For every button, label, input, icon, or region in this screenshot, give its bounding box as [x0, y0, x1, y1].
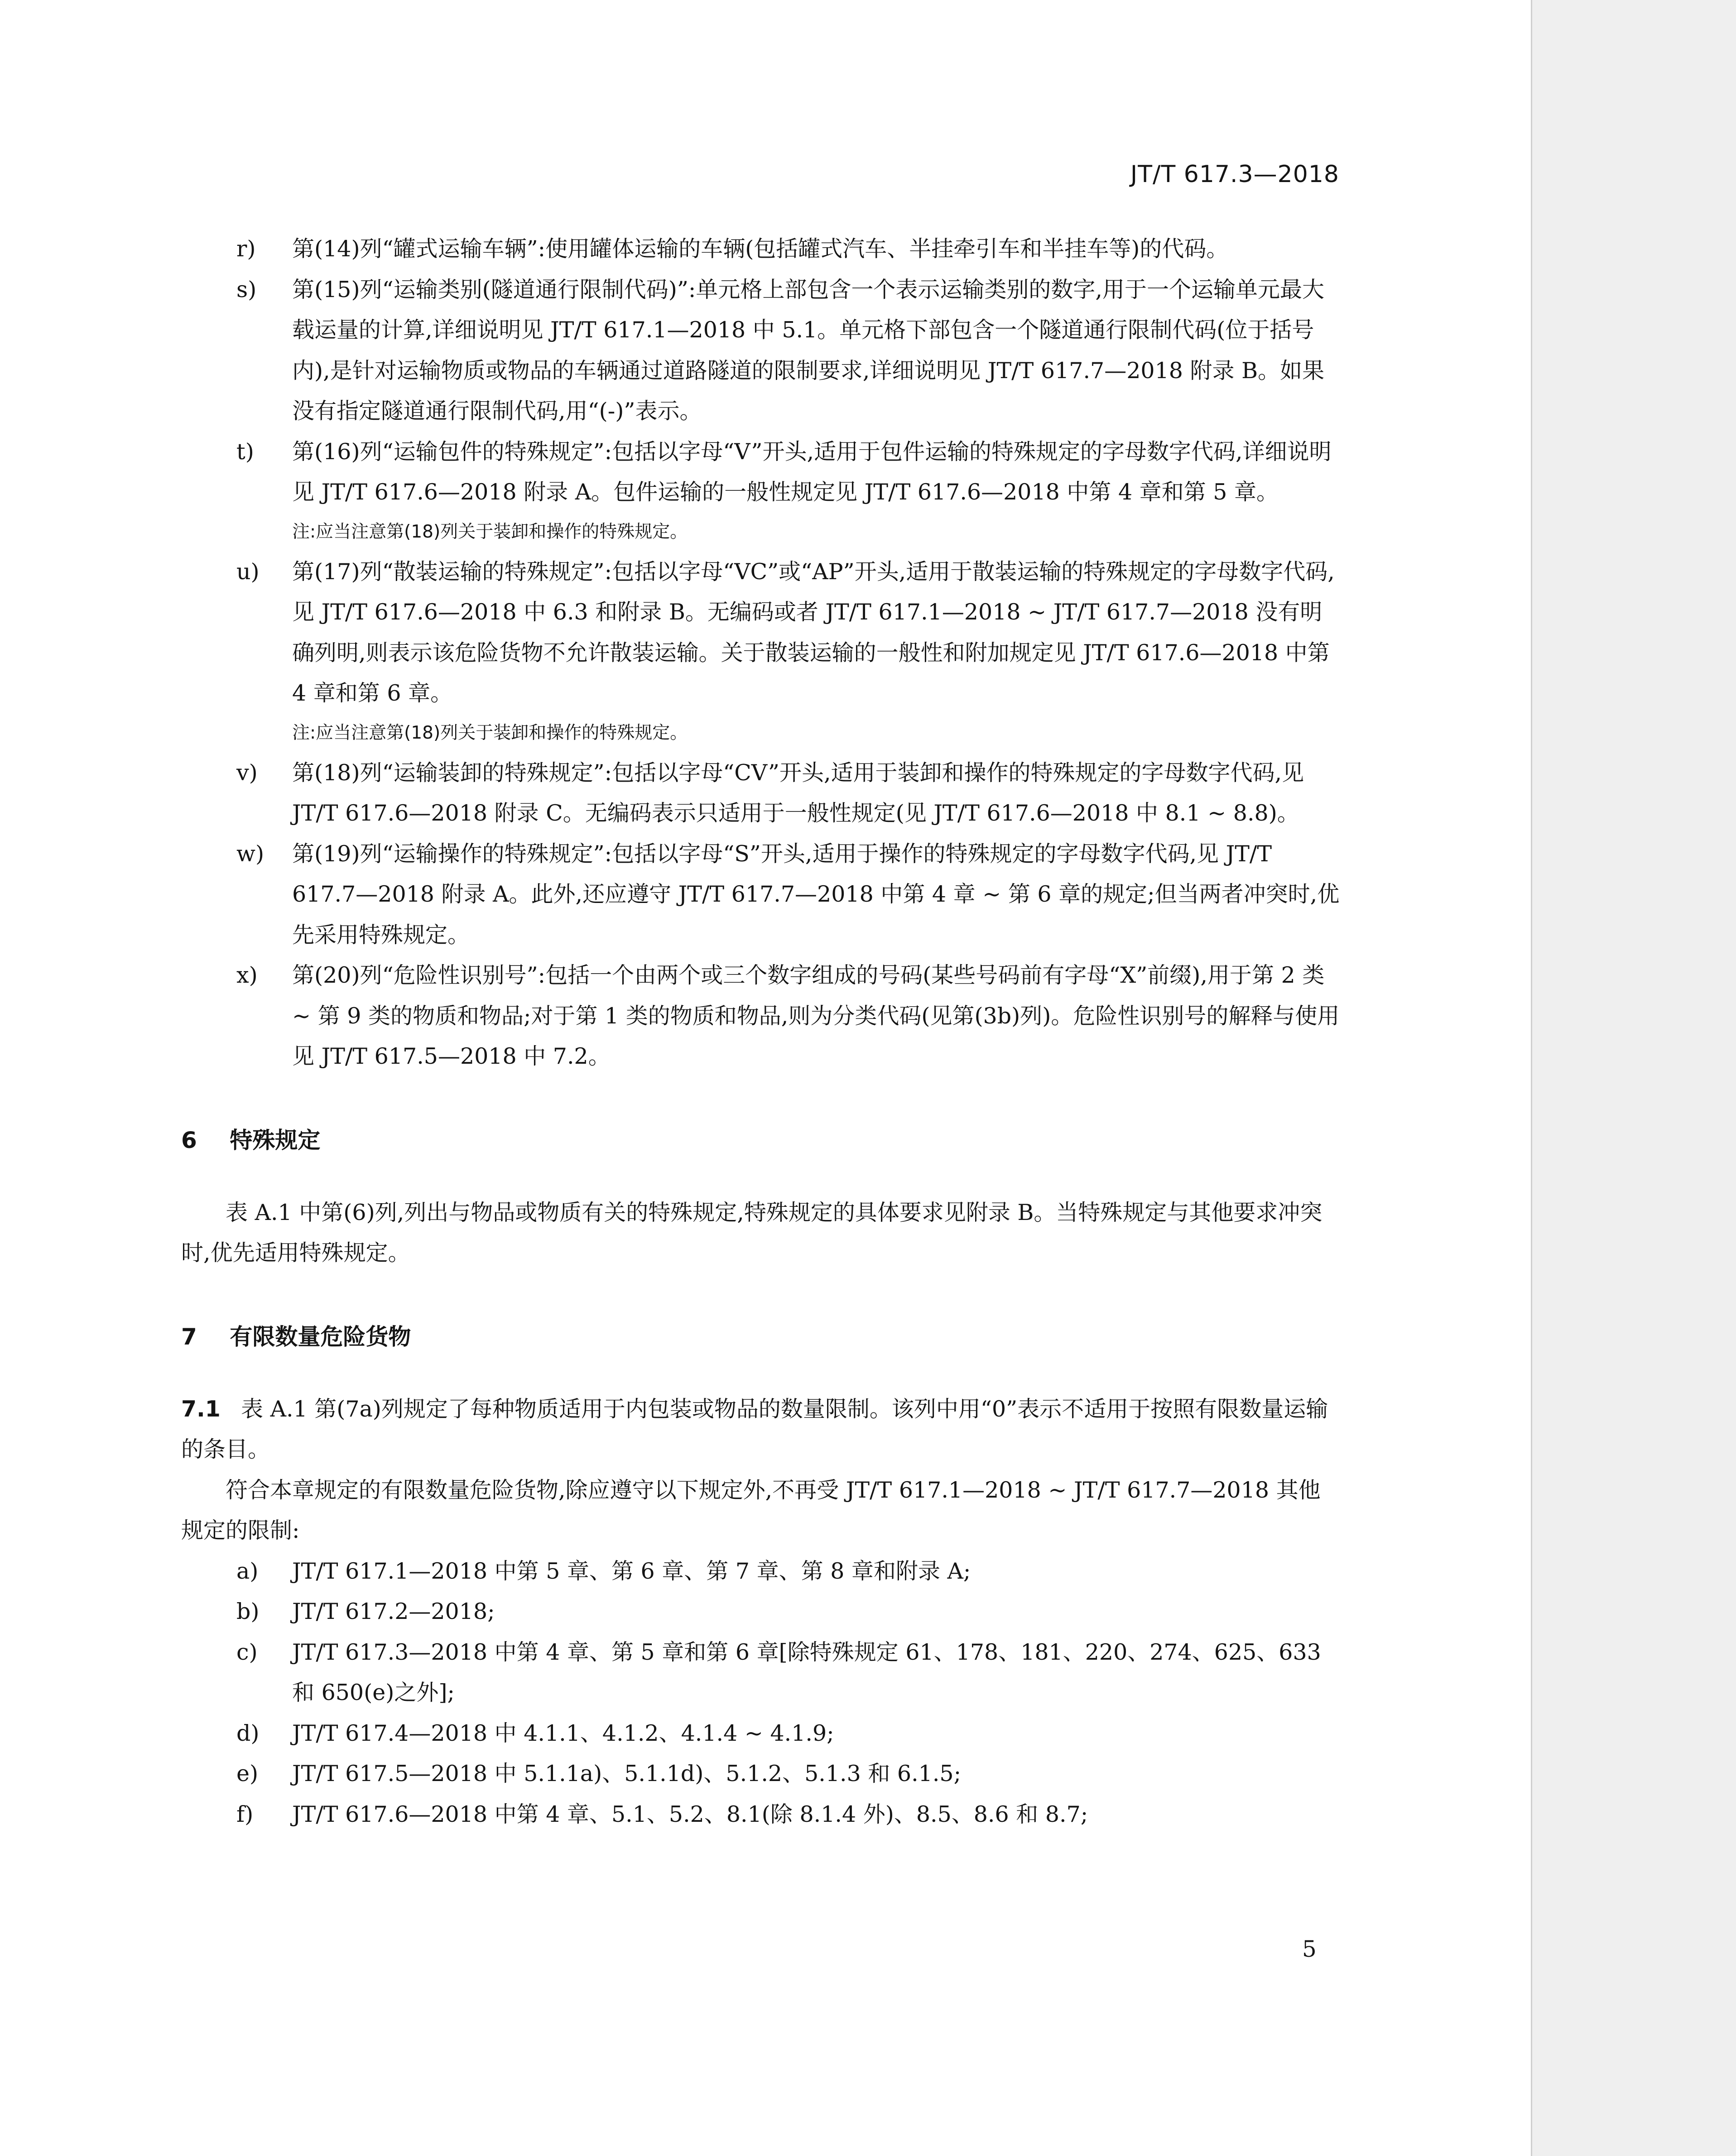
item-label: f) [236, 1801, 254, 1827]
clause-number: 7.1 [181, 1396, 221, 1422]
page-content [181, 229, 1341, 1834]
item-label: w) [236, 840, 264, 867]
item-label: a) [236, 1558, 259, 1584]
item-text: 第(18)列“运输装卸的特殊规定”:包括以字母“CV”开头,适用于装卸和操作的特殊规定的字母数字代码,见 JT/T 617.6—2018 附录 C。无编码表示只适用于一般性规定(见 JT/T 617.6—2018 中 8.1 ~ 8.8)。 [292, 759, 1304, 826]
item-text: JT/T 617.3—2018 中第 4 章、第 5 章和第 6 章[除特殊规定 61、178、181、220、274、625、633 和 650(e)之外]; [292, 1639, 1321, 1705]
item-label: d) [236, 1720, 260, 1746]
item-label: v) [236, 759, 258, 786]
item-text: 第(15)列“运输类别(隧道通行限制代码)”:单元格上部包含一个表示运输类别的数字,用于一个运输单元最大载运量的计算,详细说明见 JT/T 617.1—2018 中 5.1。单元格下部包含一个隧道通行限制代码(位于括号内),是针对运输物质或物品的车辆通过道路隧道的限制要求,详细说明见 JT/T 617.7—2018 附录 B。如果没有指定隧道通行限制代码,用“(-)”表示。 [292, 276, 1325, 424]
item-label: x) [236, 962, 258, 988]
list-item-x [181, 955, 1341, 1077]
item-label: b) [236, 1599, 260, 1624]
clause-text: 表 A.1 第(7a)列规定了每种物质适用于内包装或物品的数量限制。该列中用“0”表示不适用于按照有限数量运输的条目。 [181, 1396, 1328, 1462]
list-item-r [181, 229, 1341, 269]
item-label: c) [236, 1639, 258, 1665]
list-item-a [181, 1551, 1341, 1592]
section-heading-7 [181, 1316, 1341, 1357]
item-text: 第(16)列“运输包件的特殊规定”:包括以字母“V”开头,适用于包件运输的特殊规定的字母数字代码,详细说明见 JT/T 617.6—2018 附录 A。包件运输的一般性规定见 JT/T 617.6—2018 中第 4 章和第 5 章。 [292, 438, 1332, 505]
clause-7-1 [181, 1389, 1341, 1470]
list-item-b [181, 1591, 1341, 1632]
section-heading-6 [181, 1120, 1341, 1161]
list-item-d [181, 1713, 1341, 1754]
list-item-u [181, 552, 1341, 714]
item-text: 第(14)列“罐式运输车辆”:使用罐体运输的车辆(包括罐式汽车、半挂牵引车和半挂车等)的代码。 [292, 236, 1229, 262]
section-title: 特殊规定 [230, 1127, 321, 1153]
document-id: JT/T 617.3—2018 [1130, 161, 1339, 188]
page-number: 5 [1302, 1936, 1317, 1962]
list-item-f [181, 1794, 1341, 1835]
item-text: 第(20)列“危险性识别号”:包括一个由两个或三个数字组成的号码(某些号码前有字母“X”前缀),用于第 2 类 ~ 第 9 类的物质和物品;对于第 1 类的物质和物品,则为分类代码(见第(3b)列)。危险性识别号的解释与使用见 JT/T 617.5—2018 中 7.2。 [292, 962, 1340, 1069]
item-text: 第(17)列“散装运输的特殊规定”:包括以字母“VC”或“AP”开头,适用于散装运输的特殊规定的字母数字代码,见 JT/T 617.6—2018 中 6.3 和附录 B。无编码或者 JT/T 617.1—2018 ~ JT/T 617.7—2018 没有明确列明,则表示该危险货物不允许散装运输。关于散装运输的一般性和附加规定见 JT/T 617.6—2018 中第 4 章和第 6 章。 [292, 558, 1335, 706]
list-item-c [181, 1632, 1341, 1713]
section-6-paragraph: 表 A.1 中第(6)列,列出与物品或物质有关的特殊规定,特殊规定的具体要求见附录 B。当特殊规定与其他要求冲突时,优先适用特殊规定。 [181, 1199, 1322, 1266]
list-item-s [181, 269, 1341, 432]
page-edge-margin [1531, 0, 1736, 2156]
item-label: r) [236, 236, 256, 262]
item-label: u) [236, 558, 260, 585]
item-text: JT/T 617.6—2018 中第 4 章、5.1、5.2、8.1(除 8.1.4 外)、8.5、8.6 和 8.7; [292, 1801, 1088, 1827]
item-text: JT/T 617.5—2018 中 5.1.1a)、5.1.1d)、5.1.2、5.1.3 和 6.1.5; [292, 1761, 962, 1786]
item-text: JT/T 617.2—2018; [292, 1599, 495, 1624]
list-item-v [181, 753, 1341, 834]
list-item-t [181, 432, 1341, 513]
section-title: 有限数量危险货物 [230, 1323, 411, 1350]
list-item-w [181, 834, 1341, 956]
list-item-e [181, 1753, 1341, 1794]
item-label: t) [236, 438, 254, 465]
section-number: 6 [181, 1127, 197, 1153]
section-7-paragraph: 符合本章规定的有限数量危险货物,除应遵守以下规定外,不再受 JT/T 617.1—2018 ~ JT/T 617.7—2018 其他规定的限制: [181, 1477, 1321, 1543]
item-label: e) [236, 1761, 259, 1786]
item-text: 第(19)列“运输操作的特殊规定”:包括以字母“S”开头,适用于操作的特殊规定的字母数字代码,见 JT/T 617.7—2018 附录 A。此外,还应遵守 JT/T 617.7—2018 中第 4 章 ~ 第 6 章的规定;但当两者冲突时,优先采用特殊规定。 [292, 840, 1340, 948]
section-number: 7 [181, 1323, 197, 1350]
note-t: 注:应当注意第(18)列关于装卸和操作的特殊规定。 [292, 521, 688, 542]
item-text: JT/T 617.4—2018 中 4.1.1、4.1.2、4.1.4 ~ 4.1.9; [292, 1720, 834, 1746]
note-u: 注:应当注意第(18)列关于装卸和操作的特殊规定。 [292, 722, 688, 743]
item-text: JT/T 617.1—2018 中第 5 章、第 6 章、第 7 章、第 8 章和附录 A; [292, 1558, 971, 1584]
item-label: s) [236, 276, 257, 303]
